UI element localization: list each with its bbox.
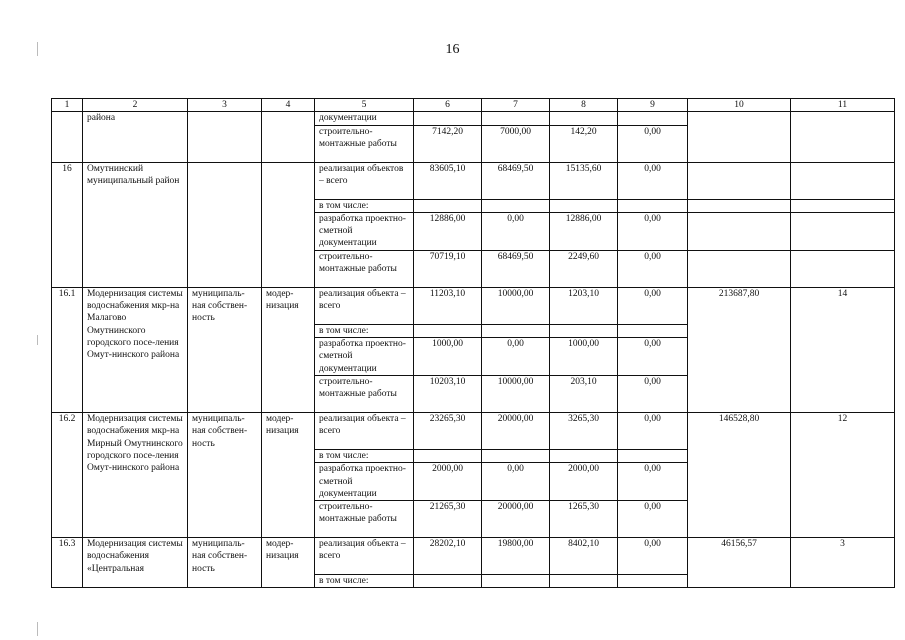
table-row xyxy=(52,538,895,575)
indicator-cell: реализация объектов – всего xyxy=(315,162,414,199)
value-cell: 1000,00 xyxy=(550,338,618,376)
indicator-cell: строительно-монтажные работы xyxy=(315,125,414,162)
ownership-cell: муниципаль-ная собствен-ность xyxy=(188,287,262,412)
value-cell: 23265,30 xyxy=(414,412,482,449)
value-cell: 0,00 xyxy=(482,212,550,250)
ownership-cell: муниципаль-ная собствен-ность xyxy=(188,412,262,537)
indicator-cell: разработка проектно-сметной документации xyxy=(315,463,414,501)
value-cell: 0,00 xyxy=(618,212,688,250)
value-cell: 2249,60 xyxy=(550,250,618,287)
indicator-cell: реализация объекта – всего xyxy=(315,287,414,324)
scan-mark xyxy=(37,622,38,636)
object-name-cell: Модернизация системы водоснабжения «Центральная xyxy=(83,538,188,588)
work-type-cell: модер-низация xyxy=(262,412,315,537)
value-cell: 1203,10 xyxy=(550,287,618,324)
value-cell: 2000,00 xyxy=(550,463,618,501)
indicator-cell: в том числе: xyxy=(315,449,414,462)
row-number-cell xyxy=(52,112,83,162)
value-cell: 20000,00 xyxy=(482,501,550,538)
table-row xyxy=(52,112,895,125)
value-cell: 0,00 xyxy=(618,338,688,376)
table-row xyxy=(52,162,895,199)
value-cell: 10203,10 xyxy=(414,375,482,412)
value-cell: 0,00 xyxy=(618,125,688,162)
indicator-cell: реализация объекта – всего xyxy=(315,412,414,449)
work-type-cell: модер-низация xyxy=(262,287,315,412)
ownership-cell xyxy=(188,162,262,287)
value-cell: 1265,30 xyxy=(550,501,618,538)
value-cell: 0,00 xyxy=(618,463,688,501)
work-type-cell xyxy=(262,112,315,162)
column-number: 1 xyxy=(52,99,83,112)
row-number-cell: 16 xyxy=(52,162,83,287)
value-cell: 12886,00 xyxy=(550,212,618,250)
data-table xyxy=(51,98,895,588)
scan-mark xyxy=(37,335,38,345)
value-cell: 0,00 xyxy=(618,250,688,287)
cost-cell: 213687,80 xyxy=(688,287,791,412)
column-number: 3 xyxy=(188,99,262,112)
indicator-cell: в том числе: xyxy=(315,324,414,337)
count-cell: 14 xyxy=(791,287,895,412)
value-cell: 10000,00 xyxy=(482,375,550,412)
indicator-cell: документации xyxy=(315,112,414,125)
value-cell: 1000,00 xyxy=(414,338,482,376)
object-name-cell: района xyxy=(83,112,188,162)
value-cell: 21265,30 xyxy=(414,501,482,538)
row-number-cell: 16.1 xyxy=(52,287,83,412)
value-cell: 0,00 xyxy=(618,538,688,575)
value-cell: 203,10 xyxy=(550,375,618,412)
row-number-cell: 16.3 xyxy=(52,538,83,588)
count-cell: 3 xyxy=(791,538,895,588)
column-number: 10 xyxy=(688,99,791,112)
column-number-row xyxy=(52,99,895,112)
value-cell: 15135,60 xyxy=(550,162,618,199)
column-number: 11 xyxy=(791,99,895,112)
indicator-cell: строительно-монтажные работы xyxy=(315,375,414,412)
object-name-cell: Модернизация системы водоснабжения мкр-на Мирный Омутнинского городского посе-ления Омут-нинского района xyxy=(83,412,188,537)
value-cell: 68469,50 xyxy=(482,162,550,199)
value-cell: 70719,10 xyxy=(414,250,482,287)
value-cell: 2000,00 xyxy=(414,463,482,501)
indicator-cell: в том числе: xyxy=(315,199,414,212)
row-number-cell: 16.2 xyxy=(52,412,83,537)
indicator-cell: разработка проектно-сметной документации xyxy=(315,338,414,376)
value-cell: 11203,10 xyxy=(414,287,482,324)
value-cell: 10000,00 xyxy=(482,287,550,324)
column-number: 8 xyxy=(550,99,618,112)
value-cell: 142,20 xyxy=(550,125,618,162)
object-name-cell: Модернизация системы водоснабжения мкр-на Малагово Омутнинского городского посе-ления Омут-нинского района xyxy=(83,287,188,412)
indicator-cell: строительно-монтажные работы xyxy=(315,501,414,538)
ownership-cell xyxy=(188,112,262,162)
value-cell: 20000,00 xyxy=(482,412,550,449)
count-cell: 12 xyxy=(791,412,895,537)
value-cell: 83605,10 xyxy=(414,162,482,199)
column-number: 7 xyxy=(482,99,550,112)
value-cell: 3265,30 xyxy=(550,412,618,449)
column-number: 9 xyxy=(618,99,688,112)
value-cell: 0,00 xyxy=(618,162,688,199)
table-row xyxy=(52,287,895,324)
indicator-cell: в том числе: xyxy=(315,575,414,588)
object-name-cell: Омутнинский муниципальный район xyxy=(83,162,188,287)
work-type-cell: модер-низация xyxy=(262,538,315,588)
ownership-cell: муниципаль-ная собствен-ность xyxy=(188,538,262,588)
value-cell: 0,00 xyxy=(618,375,688,412)
value-cell: 8402,10 xyxy=(550,538,618,575)
table-row xyxy=(52,412,895,449)
column-number: 2 xyxy=(83,99,188,112)
value-cell: 0,00 xyxy=(618,501,688,538)
value-cell: 0,00 xyxy=(618,287,688,324)
value-cell: 68469,50 xyxy=(482,250,550,287)
column-number: 4 xyxy=(262,99,315,112)
cost-cell: 46156,57 xyxy=(688,538,791,588)
indicator-cell: разработка проектно-сметной документации xyxy=(315,212,414,250)
column-number: 5 xyxy=(315,99,414,112)
value-cell: 0,00 xyxy=(618,412,688,449)
indicator-cell: реализация объекта – всего xyxy=(315,538,414,575)
work-type-cell xyxy=(262,162,315,287)
value-cell: 12886,00 xyxy=(414,212,482,250)
value-cell: 7000,00 xyxy=(482,125,550,162)
value-cell: 7142,20 xyxy=(414,125,482,162)
cost-cell: 146528,80 xyxy=(688,412,791,537)
indicator-cell: строительно-монтажные работы xyxy=(315,250,414,287)
column-number: 6 xyxy=(414,99,482,112)
value-cell: 0,00 xyxy=(482,463,550,501)
value-cell: 28202,10 xyxy=(414,538,482,575)
value-cell: 19800,00 xyxy=(482,538,550,575)
value-cell: 0,00 xyxy=(482,338,550,376)
scan-mark xyxy=(37,42,38,56)
page-number: 16 xyxy=(445,42,460,57)
